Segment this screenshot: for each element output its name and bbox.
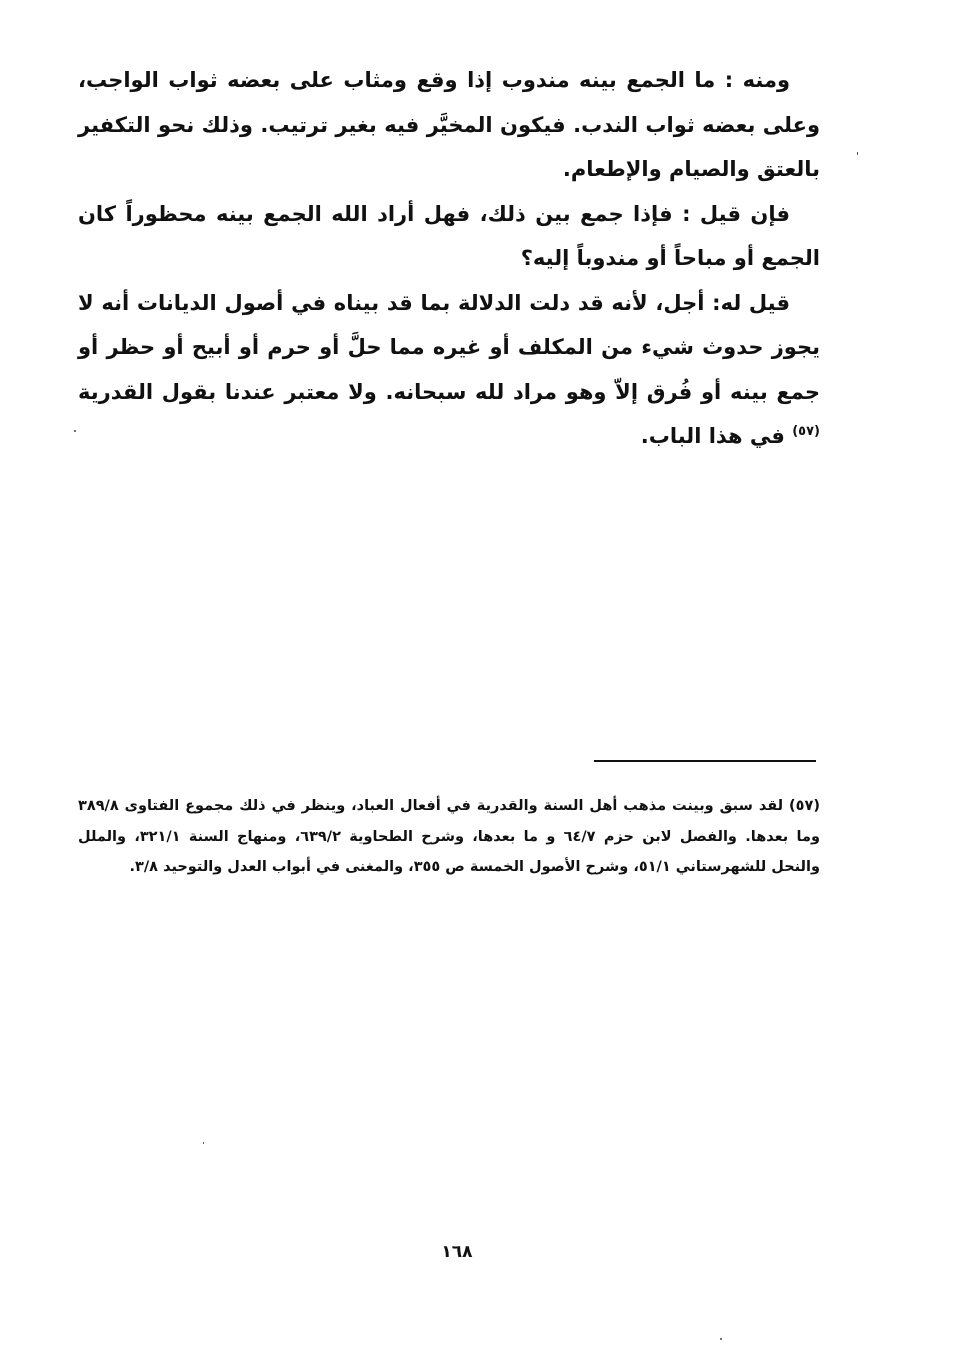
paragraph-2: فإن قيل : فإذا جمع بين ذلك، فهل أراد الله الجمع بينه محظوراً كان الجمع أو مباحاً أو مندوباً إليه؟ [78, 201, 820, 270]
main-text [78, 58, 820, 459]
paragraph-1: ومنه : ما الجمع بينه مندوب إذا وقع ومثاب على بعضه ثواب الواجب، وعلى بعضه ثواب الندب. فيكون المخيَّر فيه بغير ترتيب. وذلك نحو التكفير بالعتق والصيام والإطعام. [78, 68, 820, 181]
scan-speck [720, 1338, 722, 1340]
footnote-reference[interactable]: (٥٧) [792, 424, 820, 439]
paragraph-3-ending: في هذا الباب. [640, 424, 785, 448]
scan-speck [74, 430, 76, 432]
paragraph-3-text: قيل له: أجل، لأنه قد دلت الدلالة بما قد بيناه في أصول الديانات أنه لا يجوز حدوث شيء من المكلف أو غيره مما حلَّ أو حرم أو أبيح أو حظر أو جمع بينه أو فُرق إلاّ وهو مراد لله سبحانه. ولا معتبر عندنا بقول القدرية [78, 290, 820, 404]
paragraph-3 [78, 281, 820, 459]
scan-speck [203, 1142, 204, 1144]
scan-speck [857, 152, 858, 155]
page-number: ١٦٨ [441, 1242, 473, 1262]
footnote-57: (٥٧) لقد سبق وبينت مذهب أهل السنة والقدرية في أفعال العباد، وينظر في ذلك مجموع الفتاوى ٣٨٩/٨ وما بعدها. والفصل لابن حزم ٦٤/٧ و ما بعدها، وشرح الطحاوية ٦٣٩/٢، ومنهاج السنة ٣٢١/١، والملل والنحل للشهرستاني ٥١/١، وشرح الأصول الخمسة ص ٣٥٥، والمغنى في أبواب العدل والتوحيد ٣/٨. [78, 798, 820, 875]
footnote-divider [594, 760, 816, 762]
